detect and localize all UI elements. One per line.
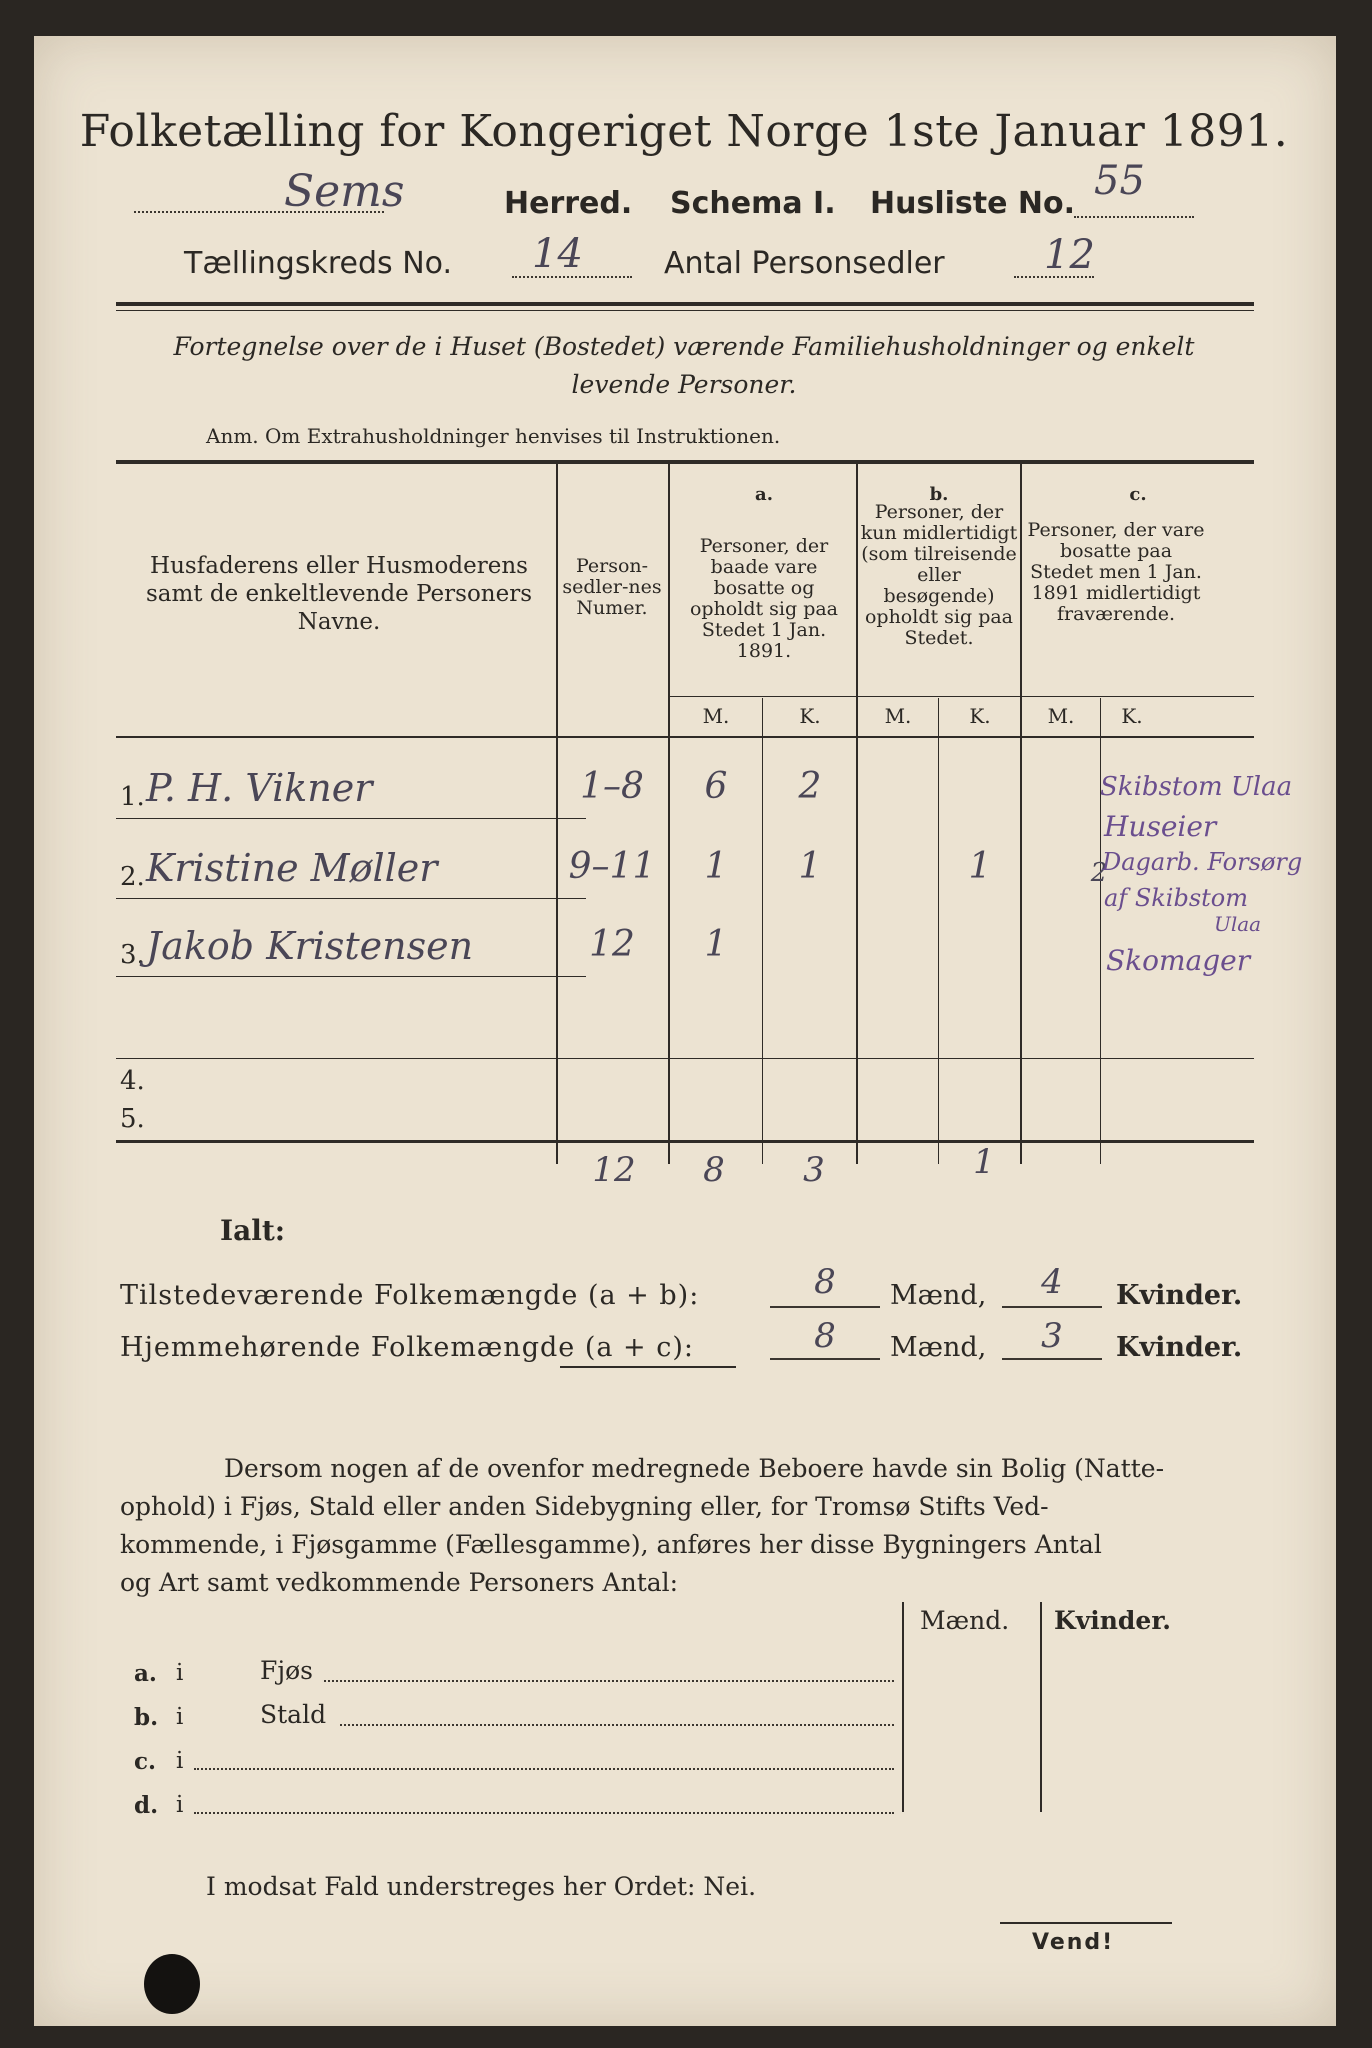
kreds-label: Tællingskreds No. <box>184 246 452 281</box>
row-2-numer: 9–11 <box>568 846 656 887</box>
item-d-letter: d. <box>134 1792 159 1819</box>
item-a-name: Fjøs <box>260 1656 313 1685</box>
row-2-b-k: 1 <box>968 846 992 887</box>
b-m-label: M. <box>884 704 912 728</box>
summary-separator <box>560 1366 736 1368</box>
kreds-value: 14 <box>532 231 583 277</box>
tilst-maend-word: Mænd, <box>890 1280 987 1311</box>
tilst-label: Tilstedeværende Folkemængde (a + b): <box>120 1280 700 1311</box>
hjem-maend: 8 <box>814 1316 836 1356</box>
col-c-letter: c. <box>1129 484 1147 505</box>
col-a-text: Personer, der baade vare bosatte og opholdt sig paa Stedet 1 Jan. 1891. <box>689 535 839 662</box>
personsedler-value: 12 <box>1044 232 1095 278</box>
col-c-text: Personer, der vare bosatte paa Stedet men 1 Jan. 1891 midlertidigt fraværende. <box>1027 519 1205 625</box>
item-b-letter: b. <box>134 1704 159 1731</box>
form-title: Folketælling for Kongeriget Norge 1ste Januar 1891. <box>79 106 1289 157</box>
total-a-m: 8 <box>703 1150 725 1190</box>
row-rule-3 <box>116 976 586 977</box>
vend-rule <box>1000 1922 1172 1924</box>
col-sep-c-mk <box>1100 698 1101 1164</box>
mk-header-rule <box>670 696 1254 697</box>
husliste-value: 55 <box>1094 158 1145 204</box>
margin-note-4: af Skibstom <box>1104 884 1249 912</box>
buildings-para-4: og Art samt vedkommende Personers Antal: <box>120 1568 679 1597</box>
margin-note-5: Ulaa <box>1214 912 1262 936</box>
c-m-label: M. <box>1047 704 1075 728</box>
tilst-maend-line <box>770 1306 880 1308</box>
personsedler-label: Antal Personsedler <box>664 246 945 281</box>
census-form-sheet <box>34 36 1336 2026</box>
row-1-numer: 1–8 <box>580 766 644 807</box>
col-numer-header: Person-sedler-nes Numer. <box>562 555 662 619</box>
row-2-no: 2. <box>120 862 145 892</box>
total-a-k: 3 <box>803 1150 825 1190</box>
item-d-dots <box>194 1812 894 1814</box>
tilst-kvinder: 4 <box>1041 1262 1063 1302</box>
b-k-label: K. <box>969 704 991 728</box>
row-3-no: 3. <box>120 940 145 970</box>
row-1-name: P. H. Vikner <box>146 766 373 810</box>
table-bottom-rule <box>116 1140 1254 1143</box>
row-1-a-k: 2 <box>798 766 822 807</box>
row-rule-4 <box>116 1058 1254 1059</box>
buildings-col-maend: Mænd. <box>920 1606 1010 1635</box>
row-3-name: Jakob Kristensen <box>146 924 474 968</box>
col-b-letter: b. <box>929 484 949 505</box>
buildings-col-kvinder: Kvinder. <box>1054 1606 1171 1635</box>
row-2-a-k: 1 <box>798 846 822 887</box>
hjem-maend-word: Mænd, <box>890 1332 987 1363</box>
hjem-maend-line <box>770 1358 880 1360</box>
herred-value: Sems <box>284 166 405 217</box>
margin-note-6: Skomager <box>1106 944 1251 977</box>
total-b-k: 1 <box>973 1142 995 1182</box>
row-3-numer: 12 <box>589 924 635 965</box>
row-1-no: 1. <box>120 782 145 812</box>
col-sep-1 <box>556 464 558 1164</box>
tilst-maend: 8 <box>814 1262 836 1302</box>
col-a-letter: a. <box>755 484 773 505</box>
item-b-prep: i <box>176 1704 184 1730</box>
footer-note: I modsat Fald understreges her Ordet: Nei. <box>206 1872 757 1901</box>
item-a-prep: i <box>176 1660 184 1686</box>
row-rule-1 <box>116 818 586 819</box>
tilst-kvinder-word: Kvinder. <box>1116 1280 1243 1311</box>
row-2-a-m: 1 <box>704 846 728 887</box>
header-rule <box>116 302 1254 306</box>
husliste-label: Husliste No. <box>870 186 1075 221</box>
hjem-kvinder-word: Kvinder. <box>1116 1332 1243 1363</box>
row-1-a-m: 6 <box>704 766 728 807</box>
col-sep-2 <box>668 464 670 1164</box>
vend-label: Vend! <box>1032 1930 1115 1955</box>
item-a-letter: a. <box>134 1660 157 1687</box>
row-2-name: Kristine Møller <box>146 846 438 890</box>
buildings-para-1: Dersom nogen af de ovenfor medregnede Beboere havde sin Bolig (Natte- <box>224 1454 1165 1483</box>
hjem-kvinder-line <box>1002 1358 1102 1360</box>
item-a-dots <box>324 1680 894 1682</box>
item-c-dots <box>194 1768 894 1770</box>
c-k-label: K. <box>1121 704 1143 728</box>
col-b-text: Personer, der kun midlertidigt (som tilreisende eller besøgende) opholdt sig paa Stedet. <box>860 501 1018 649</box>
col-sep-4 <box>1020 464 1022 1164</box>
hjem-kvinder: 3 <box>1041 1316 1063 1356</box>
row-4-no: 4. <box>120 1066 145 1096</box>
col-sep-3 <box>856 464 858 1164</box>
row-5-no: 5. <box>120 1104 145 1134</box>
buildings-col-sep-1 <box>902 1602 904 1812</box>
a-k-label: K. <box>799 704 821 728</box>
punch-hole <box>144 1954 200 2014</box>
buildings-para-3: kommende, i Fjøsgamme (Fællesgamme), anføres her disse Bygningers Antal <box>120 1530 1102 1559</box>
intro-line-2: levende Personer. <box>571 370 797 399</box>
row-3-a-m: 1 <box>704 924 728 965</box>
herred-label: Herred. <box>504 186 633 221</box>
col-sep-b-mk <box>938 698 939 1164</box>
table-header-bottom-rule <box>116 736 1254 738</box>
table-top-rule <box>116 460 1254 464</box>
intro-line-1: Fortegnelse over de i Huset (Bostedet) værende Familiehusholdninger og enkelt <box>173 332 1195 361</box>
husliste-field-line <box>1074 216 1194 218</box>
item-d-prep: i <box>176 1792 184 1818</box>
schema-label: Schema I. <box>670 186 836 221</box>
totals-label: Ialt: <box>220 1214 286 1247</box>
col-names-header: Husfaderens eller Husmoderens samt de enkeltlevende Personers Navne. <box>145 553 533 635</box>
item-b-dots <box>340 1724 894 1726</box>
item-c-prep: i <box>176 1748 184 1774</box>
margin-note-2: Huseier <box>1104 810 1217 843</box>
item-c-letter: c. <box>134 1748 157 1775</box>
col-sep-a-mk <box>762 698 763 1164</box>
header-rule-thin <box>116 310 1254 311</box>
total-numer: 12 <box>592 1150 636 1190</box>
anm-note: Anm. Om Extrahusholdninger henvises til Instruktionen. <box>206 424 781 448</box>
margin-note-3: Dagarb. Forsørg <box>1102 848 1303 876</box>
tilst-kvinder-line <box>1002 1306 1102 1308</box>
buildings-col-sep-2 <box>1040 1602 1042 1812</box>
buildings-para-2: ophold) i Fjøs, Stald eller anden Sidebygning eller, for Tromsø Stifts Ved- <box>120 1492 1049 1521</box>
item-b-name: Stald <box>260 1700 327 1729</box>
row-2-c-k: 2 <box>1090 858 1108 888</box>
a-m-label: M. <box>702 704 730 728</box>
row-rule-2 <box>116 898 586 899</box>
hjem-label: Hjemmehørende Folkemængde (a + c): <box>120 1332 694 1363</box>
margin-note-1: Skibstom Ulaa <box>1100 772 1293 802</box>
